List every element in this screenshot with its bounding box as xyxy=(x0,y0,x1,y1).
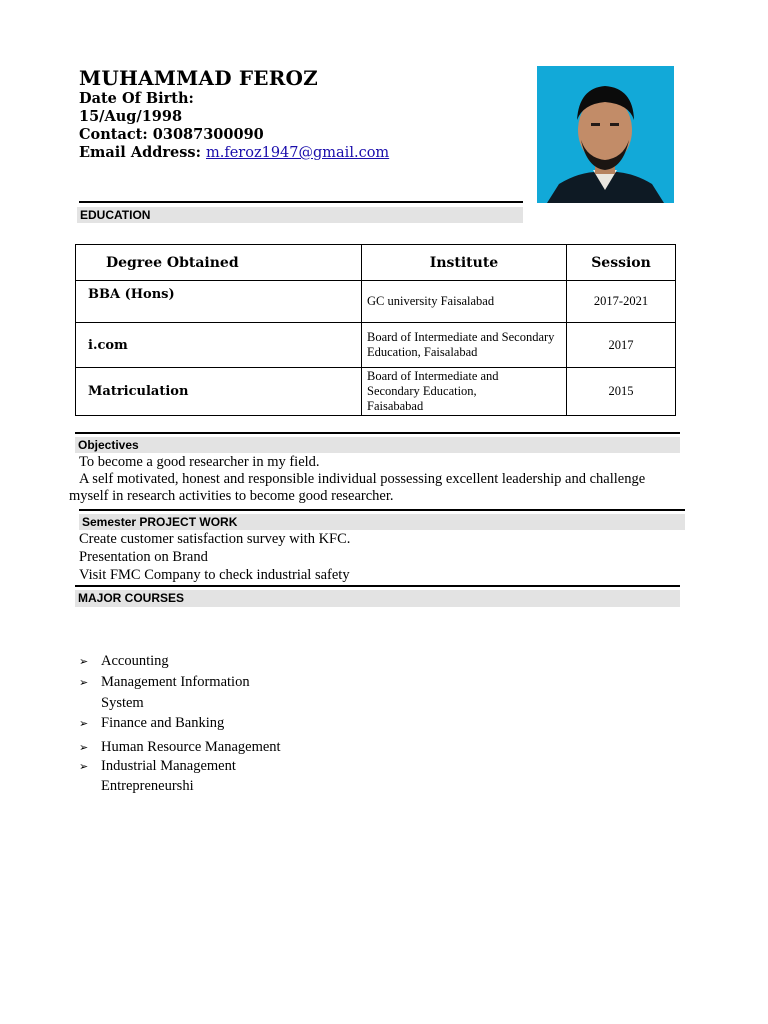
education-table xyxy=(75,244,676,416)
list-item xyxy=(79,653,169,670)
objectives-heading: Objectives xyxy=(75,437,680,453)
course-label: Human Resource Management xyxy=(101,739,281,755)
candidate-name: MUHAMMAD FEROZ xyxy=(79,66,318,90)
email-line xyxy=(79,144,389,161)
objective-line: A self motivated, honest and responsible individual possessing excellent leadership and challenge xyxy=(79,471,646,487)
course-label: Entrepreneurshi xyxy=(101,778,194,794)
degree-cell: BBA (Hons) xyxy=(76,281,362,323)
email-link[interactable]: m.feroz1947@gmail.com xyxy=(206,145,390,161)
session-cell: 2017-2021 xyxy=(567,281,676,323)
arrow-bullet-icon: ➢ xyxy=(79,656,89,668)
course-label: Finance and Banking xyxy=(101,715,225,731)
education-heading: EDUCATION xyxy=(77,207,523,223)
institute-text: Board of Intermediate and Secondary Education, Faisababad xyxy=(367,369,499,413)
list-item xyxy=(79,758,236,775)
education-rule xyxy=(79,201,523,203)
project-rule xyxy=(79,509,685,511)
dob-label: Date Of Birth: xyxy=(79,90,194,107)
course-label: Accounting xyxy=(101,653,169,669)
objective-line: myself in research activities to become good researcher. xyxy=(69,488,394,504)
dob-value: 15/Aug/1998 xyxy=(79,108,183,125)
courses-heading: MAJOR COURSES xyxy=(75,590,680,607)
table-row xyxy=(76,323,676,368)
arrow-bullet-icon: ➢ xyxy=(79,718,89,730)
header-session: Session xyxy=(567,245,676,281)
session-cell: 2017 xyxy=(567,323,676,368)
header-institute: Institute xyxy=(362,245,567,281)
arrow-bullet-icon: ➢ xyxy=(79,742,89,754)
course-label: Management Information xyxy=(101,674,250,690)
degree-cell: Matriculation xyxy=(76,368,362,416)
profile-photo xyxy=(537,66,674,203)
project-item: Create customer satisfaction survey with KFC. xyxy=(79,531,351,547)
arrow-bullet-icon: ➢ xyxy=(79,677,89,689)
list-item xyxy=(79,674,250,691)
list-item xyxy=(79,715,224,732)
institute-cell xyxy=(362,368,567,416)
list-item xyxy=(79,739,281,756)
arrow-bullet-icon: ➢ xyxy=(79,761,89,773)
project-item: Visit FMC Company to check industrial safety xyxy=(79,567,350,583)
objective-line: To become a good researcher in my field. xyxy=(79,454,320,470)
table-row xyxy=(76,368,676,416)
institute-cell: Board of Intermediate and Secondary Education, Faisalabad xyxy=(362,323,567,368)
header-degree: Degree Obtained xyxy=(76,245,362,281)
courses-rule xyxy=(75,585,680,587)
email-label: Email Address: xyxy=(79,144,201,161)
project-item: Presentation on Brand xyxy=(79,549,208,565)
contact-number: Contact: 03087300090 xyxy=(79,126,264,143)
course-label-continued: System xyxy=(101,695,144,711)
degree-cell: i.com xyxy=(76,323,362,368)
table-row xyxy=(76,281,676,323)
course-label: Industrial Management xyxy=(101,758,236,774)
project-heading: Semester PROJECT WORK xyxy=(79,514,685,530)
table-header-row xyxy=(76,245,676,281)
session-cell: 2015 xyxy=(567,368,676,416)
objectives-rule xyxy=(75,432,680,434)
institute-cell: GC university Faisalabad xyxy=(362,281,567,323)
